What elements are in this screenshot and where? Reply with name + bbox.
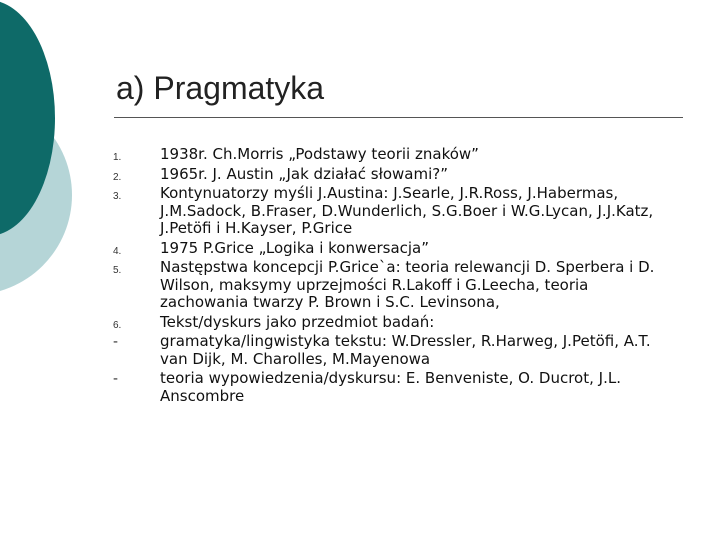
- list-item-text: 1975 P.Grice „Logika i konwersacja”: [160, 238, 430, 257]
- list-item-text: Kontynuatorzy myśli J.Austina: J.Searle, J.R.Ross, J.Habermas, J.M.Sadock, B.Fraser, D.Wunderlich, S.G.Boer i W.G.Lycan, J.J.Katz, J.Petöfi i H.Kayser, P.Grice: [160, 184, 654, 237]
- content-list: [113, 146, 673, 407]
- list-item-text: Tekst/dyskurs jako przedmiot badań:: [160, 312, 435, 331]
- list-item-text: 1965r. J. Austin „Jak działać słowami?”: [160, 164, 449, 183]
- slide-title: a) Pragmatyka: [116, 70, 325, 106]
- list-item: [113, 185, 673, 238]
- list-item-text: Następstwa koncepcji P.Grice`a: teoria relewancji D. Sperbera i D. Wilson, maksymy uprzejmości R.Lakoff i G.Leecha, teoria zachowania twarzy P. Brown i S.C. Levinsona,: [160, 258, 655, 311]
- list-item: [113, 333, 673, 368]
- list-marker: 3.: [113, 191, 122, 202]
- list-item: [113, 240, 673, 258]
- list-marker: 5.: [113, 265, 122, 276]
- list-item-text: 1938r. Ch.Morris „Podstawy teorii znaków”: [160, 145, 479, 163]
- list-item: [113, 146, 673, 164]
- list-marker: 4.: [113, 245, 122, 257]
- title-divider: [114, 117, 683, 118]
- list-marker: 1.: [113, 152, 122, 163]
- list-marker-dash: -: [113, 370, 118, 387]
- list-item-text: gramatyka/lingwistyka tekstu: W.Dressler, R.Harweg, J.Petöfi, A.T. van Dijk, M. Charolles, M.Mayenowa: [160, 332, 651, 368]
- list-item: [113, 370, 673, 405]
- decorative-circles: [0, 0, 110, 300]
- list-marker: 6.: [113, 319, 122, 331]
- list-item: [113, 166, 673, 184]
- list-marker-dash: -: [113, 333, 118, 350]
- list-item-text: teoria wypowiedzenia/dyskursu: E. Benveniste, O. Ducrot, J.L. Anscombre: [160, 369, 621, 405]
- list-item: [113, 314, 673, 332]
- list-item: [113, 259, 673, 312]
- list-marker: 2.: [113, 171, 122, 183]
